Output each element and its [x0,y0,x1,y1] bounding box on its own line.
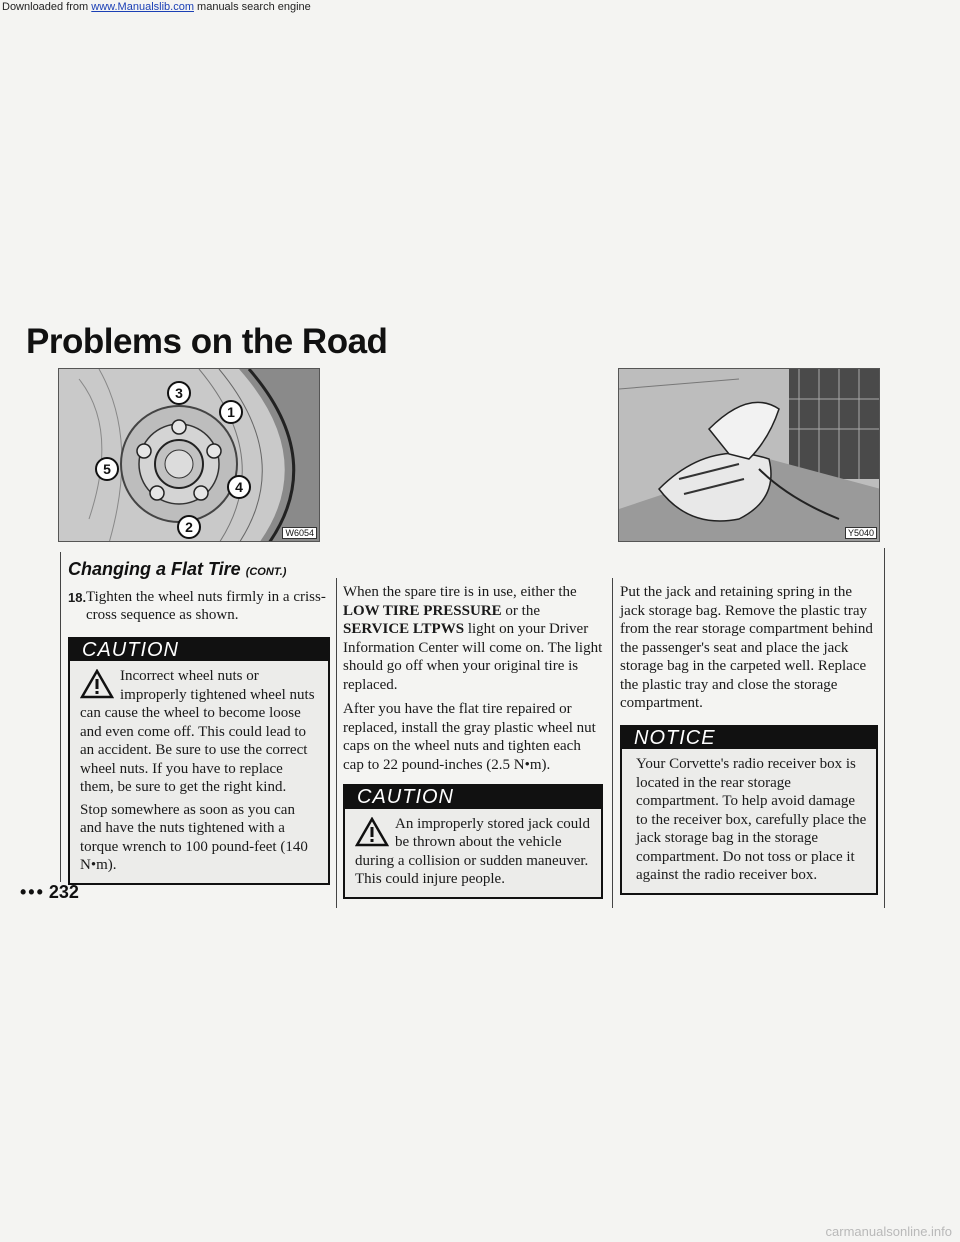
spare-tire-text-c: or the [501,602,540,619]
caution-box-jack [343,784,603,899]
caution-paragraph-2: Stop somewhere as soon as you can and have the nuts tightened with a torque wrench to 100 pound-feet (140 N•m). [80,801,308,873]
notice-box [620,725,878,895]
spare-tire-text-a: When the spare tire is in use, either the [343,584,577,600]
wheel-nut-sequence-illustration [58,368,320,542]
column-divider-right [612,578,613,908]
caution-title-jack: CAUTION [345,786,601,809]
column-divider-middle [336,578,337,908]
step-number: 18. [68,589,87,605]
nut-caps-paragraph: After you have the flat tire repaired or replaced, install the gray plastic wheel nut caps on the wheel nuts and tighten each cap to 22 pound-inches (2.5 N•m). [343,701,596,773]
step-18 [68,588,330,625]
section-heading-cont: (CONT.) [245,566,287,578]
download-banner [0,0,960,14]
figure-code-right: Y5040 [845,527,877,539]
banner-suffix: manuals search engine [193,1,311,13]
svg-text:3: 3 [175,385,183,401]
caution-body [70,661,328,883]
spare-tire-text-d: light on your Driver Information Center will come on. The light should go off when your original tire is replaced. [343,621,603,693]
watermark: carmanualsonline.info [825,1224,952,1239]
figure-code-left: W6054 [282,527,317,539]
caution-box-wheel-nuts [68,637,330,885]
warning-triangle-icon [355,817,389,847]
notice-text: Your Corvette's radio receiver box is located in the rear storage compartment. To help avoid damage to the receiver box, carefully place the jack storage bag in the storage compartment. Do not toss or place it against the radio receiver box. [636,756,867,883]
jack-storage-paragraph: Put the jack and retaining spring in the jack storage bag. Remove the plastic tray from the rear storage compartment behind the passenger's seat and place the jack storage bag in the carpeted well. Replace the plastic tray and close the storage compartment. [620,584,873,711]
warning-triangle-icon [80,669,114,699]
page-number-dots: ••• [20,882,45,902]
section-heading [68,560,330,582]
low-tire-pressure-label: LOW TIRE PRESSURE [343,602,502,619]
manualslib-link[interactable]: www.Manualslib.com [91,1,194,13]
left-column [68,560,330,885]
page-number [20,882,79,903]
svg-text:1: 1 [227,404,235,420]
jack-storage-illustration [618,368,880,542]
svg-text:2: 2 [185,519,193,535]
column-divider-left [60,552,61,882]
caution-jack-text: An improperly stored jack could be thrown about the vehicle during a collision or sudden maneuver. This could injure people. [355,815,590,887]
page-title: Problems on the Road [26,322,388,361]
column-divider-far-right [884,548,885,908]
svg-text:5: 5 [103,461,111,477]
jack-storage-svg [619,369,880,542]
middle-column [343,583,603,899]
section-heading-text: Changing a Flat Tire [68,559,241,579]
page-number-value: 232 [48,882,79,902]
notice-body [622,749,876,893]
right-column [620,583,878,895]
service-ltpws-label: SERVICE LTPWS [343,621,465,637]
spare-tire-paragraph [343,583,603,694]
caution-paragraph-1: Incorrect wheel nuts or improperly tightened wheel nuts can cause the wheel to become loose and even come off. This could lead to an accident. Be sure to use the correct wheel nuts. If you have to replace them, be sure to get the right kind. [80,668,315,795]
notice-title: NOTICE [622,727,876,750]
wheel-illustration-svg [59,369,320,542]
caution-title: CAUTION [70,639,328,662]
svg-text:4: 4 [235,479,243,495]
banner-prefix: Downloaded from [2,1,92,13]
step-text: Tighten the wheel nuts firmly in a criss-cross sequence as shown. [86,588,326,623]
caution-body-jack [345,809,601,897]
